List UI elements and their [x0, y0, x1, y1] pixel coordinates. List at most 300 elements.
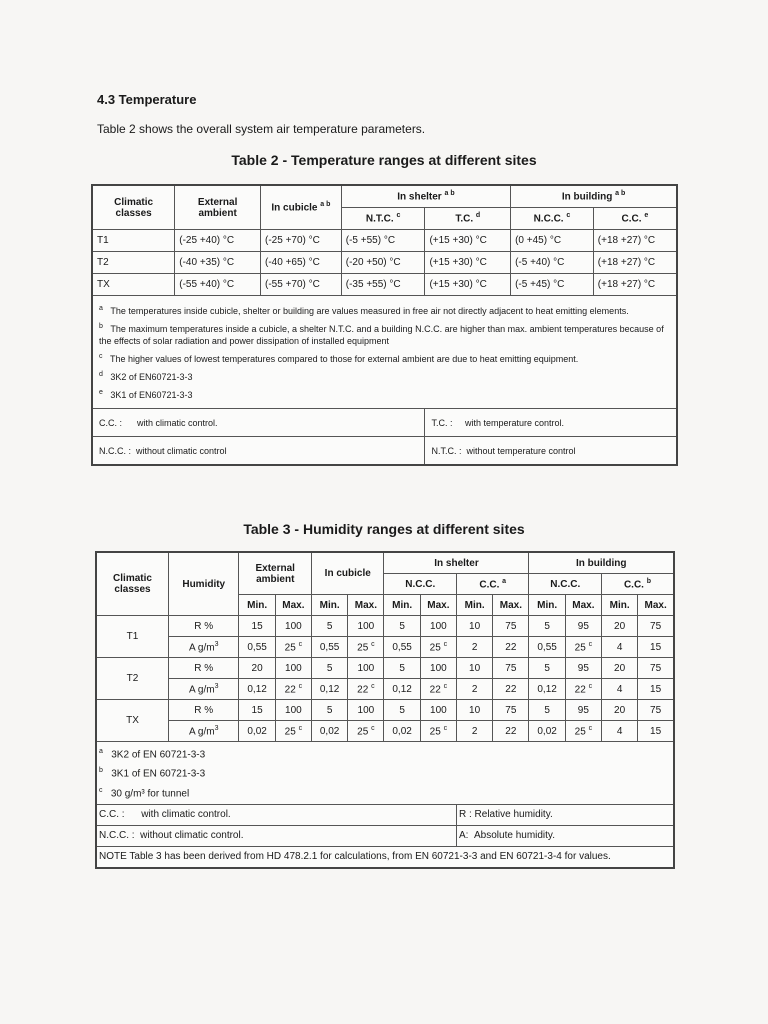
cell	[275, 616, 311, 637]
cell	[311, 721, 347, 742]
cell-value: 0,02	[319, 725, 340, 737]
table-row	[92, 252, 677, 274]
cell-value: 2	[471, 725, 478, 737]
legend-row	[92, 409, 677, 437]
footnote	[99, 746, 671, 761]
cell-value: 0,12	[319, 683, 340, 695]
cell-value: 5	[326, 620, 333, 632]
footnote-text: 30 g/m³ for tunnel	[110, 787, 190, 799]
cell: (-35 +55) °C	[341, 274, 425, 296]
footnote-mark: c	[99, 353, 103, 360]
cell-value: 0,02	[392, 725, 412, 737]
cell	[565, 721, 601, 742]
header-shelter: In shelter	[384, 552, 529, 574]
cell	[638, 721, 674, 742]
cell-value: 5	[399, 620, 405, 632]
cell-value: 5	[544, 704, 550, 716]
footnote	[99, 387, 670, 401]
cell	[348, 700, 384, 721]
footnote-mark: b	[99, 323, 103, 330]
cell	[601, 721, 637, 742]
cell-value: 15	[650, 725, 662, 737]
cell	[493, 637, 529, 658]
cell-value: 100	[357, 662, 375, 674]
cell-value: 22	[505, 725, 517, 737]
cell	[493, 616, 529, 637]
value-sup: c	[298, 682, 303, 690]
cell: T1	[92, 230, 175, 252]
value-sup: c	[443, 640, 448, 648]
header-cubicle: In cubicle	[311, 552, 384, 595]
cell: (0 +45) °C	[511, 230, 594, 252]
cell-value: 4	[616, 641, 623, 653]
cell	[384, 616, 420, 637]
unit-label: A g/m	[189, 726, 215, 738]
legend-key: N.C.C. :	[99, 829, 135, 841]
climatic-class-cell: T1	[96, 616, 169, 658]
legend-value: without climatic control	[136, 445, 227, 456]
header-cc-label: C.C.	[621, 213, 642, 225]
unit-label: A g/m	[189, 642, 215, 654]
header-max: Max.	[275, 595, 311, 616]
legend-value: Relative humidity.	[474, 808, 553, 820]
cell: (+18 +27) °C	[593, 274, 677, 296]
cell-value: 75	[650, 662, 662, 674]
table-row	[96, 637, 674, 658]
cell-value: 20	[614, 662, 626, 674]
cell-value: 100	[357, 620, 375, 632]
value-sup: c	[588, 640, 593, 648]
cell	[493, 721, 529, 742]
footnote	[99, 351, 670, 365]
cell-value: 95	[577, 704, 589, 716]
header-shelter-label: In shelter	[397, 191, 442, 203]
header-max: Max.	[420, 595, 456, 616]
cell	[275, 679, 311, 700]
cell	[565, 700, 601, 721]
cell-value: 25	[357, 726, 369, 738]
cell: (-20 +50) °C	[341, 252, 425, 274]
cell	[529, 637, 565, 658]
cell-value: 22	[505, 641, 517, 653]
cell-value: 75	[650, 704, 662, 716]
footnote-text: 3K2 of EN60721-3-3	[110, 372, 193, 382]
header-shelter	[341, 185, 510, 208]
cell: TX	[92, 274, 175, 296]
cell	[311, 637, 347, 658]
humidity-unit-cell	[169, 658, 239, 679]
header-cc	[456, 574, 529, 595]
legend-key: A:	[458, 829, 469, 841]
table-row	[92, 230, 677, 252]
header-ncc-label: N.C.C.	[533, 213, 564, 225]
cell-value: 15	[650, 683, 662, 695]
footnote-mark: a	[99, 748, 103, 755]
cell	[493, 679, 529, 700]
legend-key: N.T.C. :	[431, 445, 462, 456]
humidity-unit-cell	[169, 637, 239, 658]
cell-value: 100	[357, 704, 375, 716]
legend-cell	[425, 437, 677, 466]
header-cc-sup: e	[644, 212, 649, 220]
cell: (-25 +40) °C	[175, 230, 261, 252]
cell-value: 0,55	[247, 641, 267, 653]
footnote	[99, 765, 671, 780]
cell-value: 10	[469, 662, 481, 674]
cell	[638, 679, 674, 700]
legend-key: C.C. :	[99, 808, 125, 820]
cell: (+18 +27) °C	[593, 252, 677, 274]
cell	[384, 700, 420, 721]
cell-value: 0,55	[537, 641, 557, 653]
section-intro: Table 2 shows the overall system air temperature parameters.	[97, 122, 426, 136]
value-sup: c	[371, 640, 375, 648]
cell	[529, 700, 565, 721]
legend-cell	[96, 825, 456, 846]
header-tc-sup: d	[475, 212, 481, 220]
cell	[529, 721, 565, 742]
footnote	[99, 303, 670, 317]
cell	[601, 637, 637, 658]
value-sup: c	[588, 682, 593, 690]
cell-value: 95	[577, 620, 589, 632]
humidity-unit-cell	[169, 700, 239, 721]
header-shelter-sup: a b	[444, 190, 455, 198]
cell	[275, 721, 311, 742]
cell: (-25 +70) °C	[261, 230, 342, 252]
header-climatic: Climatic classes	[92, 185, 175, 230]
legend-value: without temperature control	[466, 445, 576, 456]
cell-value: 22	[284, 684, 296, 696]
cell	[601, 658, 637, 679]
cell	[348, 616, 384, 637]
cell	[384, 721, 420, 742]
cell	[348, 679, 384, 700]
cell	[275, 637, 311, 658]
climatic-class-cell: T2	[96, 658, 169, 700]
cell-value: 20	[614, 704, 626, 716]
header-building-sup: a b	[615, 190, 626, 198]
cell: (-40 +35) °C	[175, 252, 261, 274]
legend-key: R :	[458, 808, 472, 820]
cell	[456, 616, 492, 637]
cell: (-55 +40) °C	[175, 274, 261, 296]
header-tc	[425, 208, 511, 230]
cell-value: 5	[326, 704, 333, 716]
temperature-table	[91, 184, 678, 466]
cell	[311, 658, 347, 679]
value-sup: c	[371, 724, 375, 732]
cell-value: 75	[505, 704, 517, 716]
cell-value: 75	[505, 620, 517, 632]
cell-value: 15	[251, 704, 263, 716]
value-sup: c	[298, 724, 303, 732]
cell-value: 100	[430, 704, 447, 716]
cell	[348, 637, 384, 658]
cell	[601, 679, 637, 700]
legend-row	[92, 437, 677, 466]
cell	[239, 616, 275, 637]
cell	[638, 637, 674, 658]
cell	[275, 700, 311, 721]
cell: (-5 +40) °C	[511, 252, 594, 274]
cell	[456, 700, 492, 721]
cell-value: 22	[574, 684, 586, 696]
footnote-text: 3K1 of EN 60721-3-3	[111, 768, 206, 780]
cell-value: 15	[650, 641, 662, 653]
cell	[384, 658, 420, 679]
legend-key: C.C. :	[99, 417, 123, 428]
cell-value: 100	[430, 620, 447, 632]
cell	[275, 658, 311, 679]
cell	[239, 658, 275, 679]
header-cc-sup: b	[646, 577, 652, 585]
cell	[348, 658, 384, 679]
footnote-mark: c	[99, 786, 103, 794]
legend-row	[96, 804, 674, 825]
cell-value: 0,12	[392, 683, 412, 695]
cell	[565, 616, 601, 637]
header-humidity: Humidity	[169, 552, 239, 616]
footnote	[99, 369, 670, 383]
value-sup: c	[443, 682, 448, 690]
cell-value: 0,12	[537, 683, 557, 695]
cell	[529, 616, 565, 637]
header-ntc-sup: c	[396, 212, 401, 220]
cell-value: 0,55	[319, 641, 340, 653]
cell-value: 4	[616, 725, 623, 737]
table-row	[96, 700, 674, 721]
cell	[420, 616, 456, 637]
cell-value: 25	[574, 726, 586, 738]
cell-value: 20	[614, 620, 626, 632]
cell	[529, 658, 565, 679]
cell	[384, 637, 420, 658]
cell	[601, 616, 637, 637]
cell-value: 4	[616, 683, 623, 695]
section-title: 4.3 Temperature	[97, 92, 197, 107]
cell: (+15 +30) °C	[425, 252, 511, 274]
cell-value: 100	[285, 704, 302, 716]
legend-value: Absolute humidity.	[474, 829, 555, 841]
header-min: Min.	[601, 595, 637, 616]
footnote-text: 3K1 of EN60721-3-3	[110, 390, 193, 400]
header-ntc-label: N.T.C.	[365, 213, 394, 225]
cell	[239, 679, 275, 700]
cell	[311, 616, 347, 637]
header-building: In building	[529, 552, 674, 574]
legend-value: without climatic control.	[140, 829, 244, 841]
footnote-text: The maximum temperatures inside a cubicle, a shelter N.T.C. and a building N.C.C. are higher than max. ambient temperatures because of the effects of solar radiation and power dissipation of installed equipment	[99, 324, 664, 346]
cell	[456, 658, 492, 679]
table3-footnotes	[96, 742, 674, 805]
cell-value: 5	[544, 662, 550, 674]
cell-value: 75	[505, 662, 517, 674]
header-building	[511, 185, 677, 208]
cell-value: 22	[505, 683, 517, 695]
cell	[420, 658, 456, 679]
table-row	[96, 616, 674, 637]
cell	[638, 700, 674, 721]
cell-value: 20	[251, 662, 263, 674]
value-sup: c	[298, 640, 303, 648]
cell	[638, 616, 674, 637]
header-cc	[593, 208, 677, 230]
cell	[493, 700, 529, 721]
header-cubicle-sup: a b	[320, 201, 331, 209]
legend-cell	[456, 825, 674, 846]
header-min: Min.	[311, 595, 347, 616]
header-tc-label: T.C.	[455, 213, 474, 225]
cell-value: 25	[429, 642, 441, 654]
legend-cell	[425, 409, 677, 437]
cell	[384, 679, 420, 700]
footnote-mark: b	[99, 767, 103, 775]
cell: (-40 +65) °C	[261, 252, 342, 274]
header-cc-sup: a	[502, 577, 507, 585]
cell	[456, 721, 492, 742]
value-sup: c	[371, 682, 375, 690]
header-min: Min.	[529, 595, 565, 616]
footnote-mark: a	[99, 305, 103, 312]
footnote-text: The higher values of lowest temperatures compared to those for external ambient are due to heat emitting equipment.	[110, 354, 579, 364]
climatic-class-cell: TX	[96, 700, 169, 742]
header-external: External ambient	[175, 185, 261, 230]
cell-value: 0,12	[247, 683, 267, 695]
cell: (+15 +30) °C	[425, 230, 511, 252]
legend-cell	[92, 437, 425, 466]
cell-value: 5	[544, 620, 550, 632]
cell: (-5 +45) °C	[511, 274, 594, 296]
cell: (+15 +30) °C	[425, 274, 511, 296]
cell-value: 25	[284, 726, 296, 738]
unit-label: R %	[194, 620, 214, 632]
header-min: Min.	[239, 595, 275, 616]
value-sup: c	[588, 724, 593, 732]
cell	[456, 637, 492, 658]
header-external: External ambient	[239, 552, 312, 595]
table3-caption: Table 3 - Humidity ranges at different sites	[243, 521, 525, 537]
cell	[456, 679, 492, 700]
footnote-mark: e	[99, 389, 103, 396]
cell-value: 22	[357, 684, 369, 696]
header-min: Min.	[456, 595, 492, 616]
cell-value: 5	[326, 662, 333, 674]
unit-label: R %	[194, 662, 214, 674]
cell	[529, 679, 565, 700]
header-max: Max.	[638, 595, 674, 616]
humidity-unit-cell	[169, 679, 239, 700]
cell: (-55 +70) °C	[261, 274, 342, 296]
footnote	[99, 785, 671, 800]
cell-value: 15	[251, 620, 263, 632]
cell-value: 2	[471, 641, 478, 653]
footnote-text: The temperatures inside cubicle, shelter or building are values measured in free air not directly adjacent to heat emitting elements.	[110, 306, 629, 316]
humidity-unit-cell	[169, 721, 239, 742]
cell-value: 75	[650, 620, 662, 632]
unit-sup: 3	[214, 682, 219, 690]
cell-value: 0,02	[537, 725, 557, 737]
cell	[565, 637, 601, 658]
unit-label: A g/m	[189, 684, 215, 696]
legend-key: T.C. :	[431, 417, 453, 428]
cell	[420, 679, 456, 700]
header-building-label: In building	[561, 191, 613, 203]
cell	[420, 721, 456, 742]
cell	[239, 637, 275, 658]
header-max: Max.	[348, 595, 384, 616]
header-max: Max.	[565, 595, 601, 616]
legend-row	[96, 825, 674, 846]
cell-value: 25	[574, 642, 586, 654]
cell	[311, 679, 347, 700]
header-min: Min.	[384, 595, 420, 616]
footnote-text: 3K2 of EN 60721-3-3	[111, 749, 206, 761]
cell	[493, 658, 529, 679]
table-row	[96, 721, 674, 742]
table-row	[96, 679, 674, 700]
header-climatic: Climatic classes	[96, 552, 169, 616]
header-cc-label: C.C.	[623, 579, 644, 591]
cell-value: 10	[469, 704, 481, 716]
cell-value: 10	[469, 620, 481, 632]
legend-key: N.C.C. :	[99, 445, 132, 456]
header-max: Max.	[493, 595, 529, 616]
table3-note: NOTE Table 3 has been derived from HD 478.2.1 for calculations, from EN 60721-3-3 and EN 60721-3-4 for values.	[96, 846, 674, 868]
cell-value: 100	[285, 662, 302, 674]
cell-value: 5	[399, 704, 405, 716]
legend-cell	[96, 804, 456, 825]
cell	[601, 700, 637, 721]
cell	[311, 700, 347, 721]
header-ncc: N.C.C.	[384, 574, 457, 595]
header-ncc-sup: c	[566, 212, 571, 220]
unit-sup: 3	[214, 640, 219, 648]
header-cc	[601, 574, 674, 595]
header-cubicle-label: In cubicle	[271, 202, 318, 214]
footnote-mark: d	[99, 371, 103, 378]
cell-value: 0,02	[247, 725, 267, 737]
cell	[239, 721, 275, 742]
cell-value: 25	[284, 642, 296, 654]
cell	[638, 658, 674, 679]
table2-footnotes	[92, 296, 677, 409]
cell-value: 95	[577, 662, 589, 674]
cell	[348, 721, 384, 742]
cell: (-5 +55) °C	[341, 230, 425, 252]
legend-value: with climatic control.	[137, 417, 218, 428]
cell-value: 100	[285, 620, 302, 632]
humidity-table	[95, 551, 675, 869]
table-row	[96, 658, 674, 679]
cell-value: 0,55	[392, 641, 412, 653]
cell	[420, 637, 456, 658]
header-cubicle	[261, 185, 342, 230]
legend-value: with temperature control.	[464, 417, 565, 428]
legend-value: with climatic control.	[141, 808, 231, 820]
header-ncc	[511, 208, 594, 230]
legend-cell	[456, 804, 674, 825]
cell	[565, 658, 601, 679]
cell-value: 25	[357, 642, 369, 654]
cell	[239, 700, 275, 721]
cell-value: 100	[430, 662, 447, 674]
header-ncc: N.C.C.	[529, 574, 602, 595]
table-row	[92, 274, 677, 296]
value-sup: c	[443, 724, 448, 732]
cell-value: 25	[429, 726, 441, 738]
unit-sup: 3	[214, 724, 219, 732]
